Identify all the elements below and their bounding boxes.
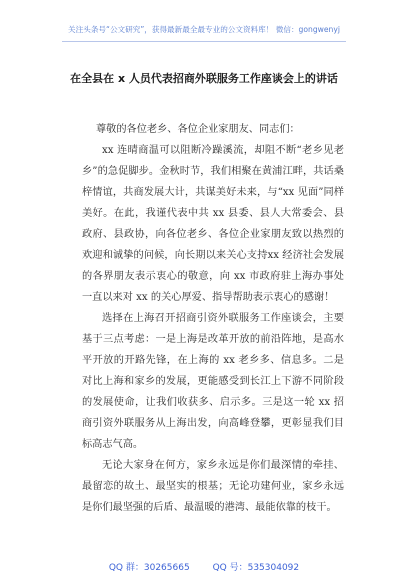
salutation: 尊敬的各位老乡、各位企业家朋友、同志们： [96, 124, 300, 135]
paragraph-1: xx 连晴商温可以阻断冷躁溪流，却阻不断“老乡见老乡”的急促脚步。金秋时节，我们相聚在黄浦江畔，共话桑梓情谊，共商发展大计，共谋美好未来，与“xx 见面”同样美好。在此，我谨代表中共 xx 县委、县人大常委会、县政府、县政协，向各位老乡、各位企业家朋友致以热烈的欢迎和诚挚的问候，向长期以来关心支持xx 经济社会发展的各界朋友表示衷心的敬意，向 xx 市政府驻上海办事处一直以来对 xx 的关心厚爱、指导帮助表示衷心的感谢！ [82, 145, 344, 303]
header-divider [62, 41, 346, 42]
paragraph-2: 选择在上海召开招商引资外联服务工作座谈会，主要基于三点考虑：一是上海是改革开放的前沿阵地，是高水平开放的开路先锋，在上海的 xx 老乡多、信息多。二是对比上海和家乡的发展，更能感受到长江上下游不同阶段的发展使命，让我们收获多、启示多。三是这一轮 xx 招商引资外联服务从上海出发，向高峰登攀，更彰显我们目标高志气高。 [82, 313, 344, 450]
document-body [82, 119, 344, 518]
footer-qq-number: QQ 号：535304092 [212, 563, 300, 573]
header-banner: 关注头条号“公文研究”，获得最新最全最专业的公文资料库！ 微信：gongwenyj [68, 25, 340, 34]
document-title: 在全县在 x 人员代表招商外联服务工作座谈会上的讲话 [70, 72, 338, 85]
footer [0, 560, 408, 573]
footer-qq-group: QQ 群：30265665 [108, 563, 190, 573]
paragraph-3: 无论大家身在何方，家乡永远是你们最深情的牵挂、最留恋的故土、最坚实的根基；无论功建何业，家乡永远是你们最坚强的后盾、最温暖的港湾、最能依靠的枝干。 [82, 460, 344, 513]
